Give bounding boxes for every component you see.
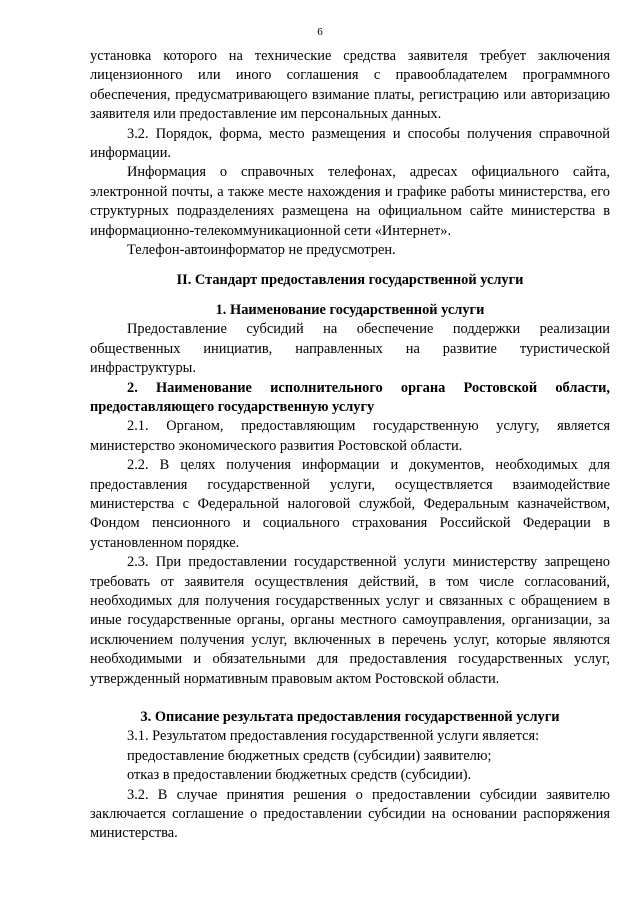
paragraph: 2.3. При предоставлении государственной услуги министерству запрещено требовать от заявителя осуществления действий, в том числе согласований, необходимых для получения государственных услуг и связанных с обращением в иные государственные органы, органы местного самоуправления, организации, за исключением получения услуг, включенных в перечень услуг, которые являются необходимыми и обязательными для предоставления государственных услуг, утвержденный нормативным правовым актом Ростовской области. (90, 554, 610, 687)
blank-line (90, 689, 610, 708)
page-number: 6 (317, 26, 323, 38)
paragraph: установка которого на технические средства заявителя требует заключения лицензионного или иного соглашения с правообладателем программного обеспечения, предусматривающего взимание платы, регистрацию или авторизацию заявителя или предоставление им персональных данных. (90, 48, 610, 123)
paragraph: Предоставление субсидий на обеспечение поддержки реализации общественных инициатив, направленных на развитие туристической инфраструктуры. (90, 321, 610, 377)
paragraph: 3.1. Результатом предоставления государственной услуги является: (127, 728, 540, 745)
page-content (90, 47, 610, 844)
paragraph: отказ в предоставлении бюджетных средств (субсидии). (127, 767, 472, 784)
paragraph: 3.2. Порядок, форма, место размещения и способы получения справочной информации. (90, 125, 610, 162)
paragraph: предоставление бюджетных средств (субсидии) заявителю; (127, 747, 492, 764)
subsection-heading: 3. Описание результата предоставления государственной услуги (140, 709, 560, 725)
subsection-heading: 2. Наименование исполнительного органа Ростовской области, предоставляющего государственную услугу (90, 379, 610, 415)
paragraph: 2.1. Органом, предоставляющим государственную услугу, является министерство экономического развития Ростовской области. (90, 418, 610, 454)
paragraph: Телефон-автоинформатор не предусмотрен. (127, 242, 396, 259)
subsection-heading: 1. Наименование государственной услуги (215, 301, 485, 318)
section-title: II. Стандарт предоставления государственной услуги (176, 272, 524, 289)
paragraph: Информация о справочных телефонах, адресах официального сайта, электронной почты, а также месте нахождения и графике работы министерства, его структурных подразделениях размещена на официальном сайте министерства в информационно-телекоммуникационной сети «Интернет». (90, 164, 610, 239)
paragraph: 2.2. В целях получения информации и документов, необходимых для предоставления государственной услуги, осуществляется взаимодействие министерства с Федеральной налоговой службой, Федеральным казначейством, Фондом пенсионного и социального страхования Российской Федерации в установленном порядке. (90, 457, 610, 551)
paragraph: 3.2. В случае принятия решения о предоставлении субсидии заявителю заключается соглашение о предоставлении субсидии на основании распоряжения министерства. (90, 786, 610, 842)
